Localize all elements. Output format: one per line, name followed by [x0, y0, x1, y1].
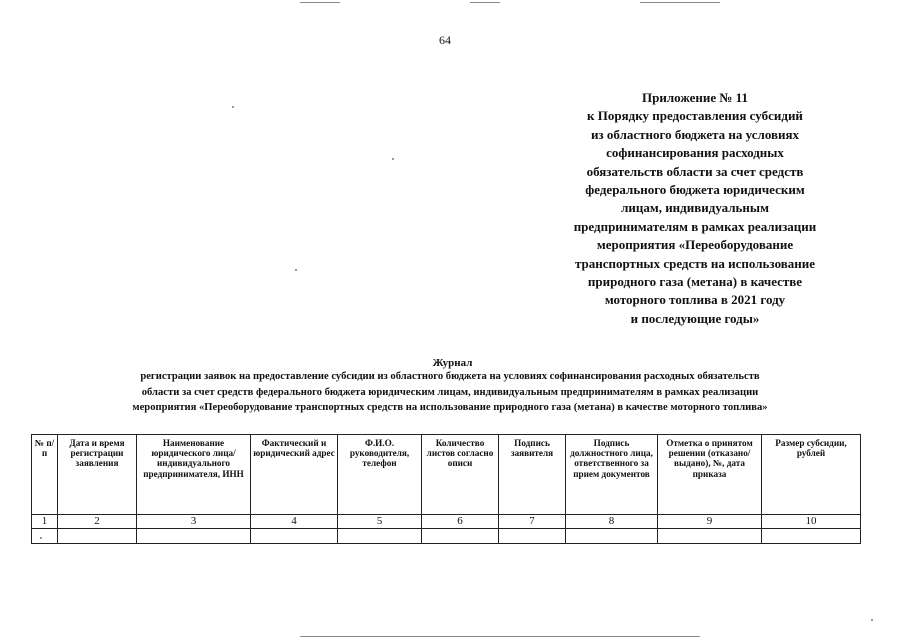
- appendix-line: моторного топлива в 2021 году: [604, 292, 786, 308]
- scan-speck: [392, 158, 394, 160]
- registration-journal-table: [31, 434, 861, 544]
- column-number: 2: [58, 515, 137, 529]
- table-cell: [338, 529, 422, 544]
- appendix-line: лицам, индивидуальным: [621, 200, 769, 216]
- column-header: Наименование юридического лица/ индивидуального предпринимателя, ИНН: [137, 435, 251, 515]
- column-number: 6: [422, 515, 499, 529]
- column-header: Отметка о принятом решении (отказано/выдано), №, дата приказа: [658, 435, 762, 515]
- table-header-row: [32, 435, 861, 515]
- column-number-row: [32, 515, 861, 529]
- table-cell: [32, 529, 58, 544]
- scan-speck: [232, 106, 234, 108]
- column-header: Размер субсидии, рублей: [762, 435, 861, 515]
- column-header: Подпись заявителя: [499, 435, 566, 515]
- column-number: 7: [499, 515, 566, 529]
- journal-subtitle-line: мероприятия «Переоборудование транспортных средств на использование природного газа (метана) в качестве моторного топлива»: [132, 402, 768, 413]
- appendix-line: к Порядку предоставления субсидий: [587, 108, 803, 124]
- journal-subtitle-line: регистрации заявок на предоставление субсидии из областного бюджета на условиях софинансирования расходных обязательств: [140, 371, 760, 382]
- journal-subtitle-line: области за счет средств федерального бюджета юридическим лицам, индивидуальным предпринимателям в рамках реализации: [141, 386, 759, 398]
- appendix-line: федерального бюджета юридическим: [585, 182, 805, 198]
- appendix-line: из областного бюджета на условиях: [590, 126, 800, 142]
- appendix-heading: [540, 89, 850, 328]
- appendix-line: природного газа (метана) в качестве: [587, 274, 803, 290]
- appendix-line: предпринимателям в рамках реализации: [573, 218, 817, 234]
- column-number: 8: [566, 515, 658, 529]
- table-cell: [658, 529, 762, 544]
- table-cell: [58, 529, 137, 544]
- journal-subtitle: [40, 369, 860, 416]
- column-number: 4: [251, 515, 338, 529]
- table-cell: [499, 529, 566, 544]
- scan-edge-mark: [640, 2, 720, 3]
- column-header: Количество листов согласно описи: [422, 435, 499, 515]
- column-number: 1: [32, 515, 58, 529]
- column-header: Дата и время регистрации заявления: [58, 435, 137, 515]
- column-number: 3: [137, 515, 251, 529]
- scan-speck: [295, 269, 297, 271]
- appendix-line: и последующие годы»: [630, 310, 760, 326]
- column-header: Ф.И.О. руководителя, телефон: [338, 435, 422, 515]
- column-header: Фактический и юридический адрес: [251, 435, 338, 515]
- appendix-line: обязательств области за счет средств: [586, 163, 804, 179]
- column-number: 9: [658, 515, 762, 529]
- table-cell: [251, 529, 338, 544]
- column-number: 5: [338, 515, 422, 529]
- column-number: 10: [762, 515, 861, 529]
- appendix-line: софинансирования расходных: [606, 145, 784, 161]
- scan-edge-mark: [300, 2, 340, 3]
- table-cell: [566, 529, 658, 544]
- scan-edge-mark: [470, 2, 500, 3]
- appendix-line: Приложение № 11: [642, 90, 748, 105]
- table-cell: [762, 529, 861, 544]
- journal-title: Журнал: [432, 357, 473, 369]
- page-number: 64: [439, 33, 451, 47]
- scan-edge-mark: [300, 636, 700, 637]
- table-cell: [137, 529, 251, 544]
- column-header: Подпись должностного лица, ответственного за прием документов: [566, 435, 658, 515]
- table-row: [32, 529, 861, 544]
- scan-speck: [871, 619, 873, 621]
- appendix-line: мероприятия «Переоборудование: [596, 237, 794, 253]
- column-header: № п/п: [32, 435, 58, 515]
- table-cell: [422, 529, 499, 544]
- appendix-line: транспортных средств на использование: [574, 255, 816, 271]
